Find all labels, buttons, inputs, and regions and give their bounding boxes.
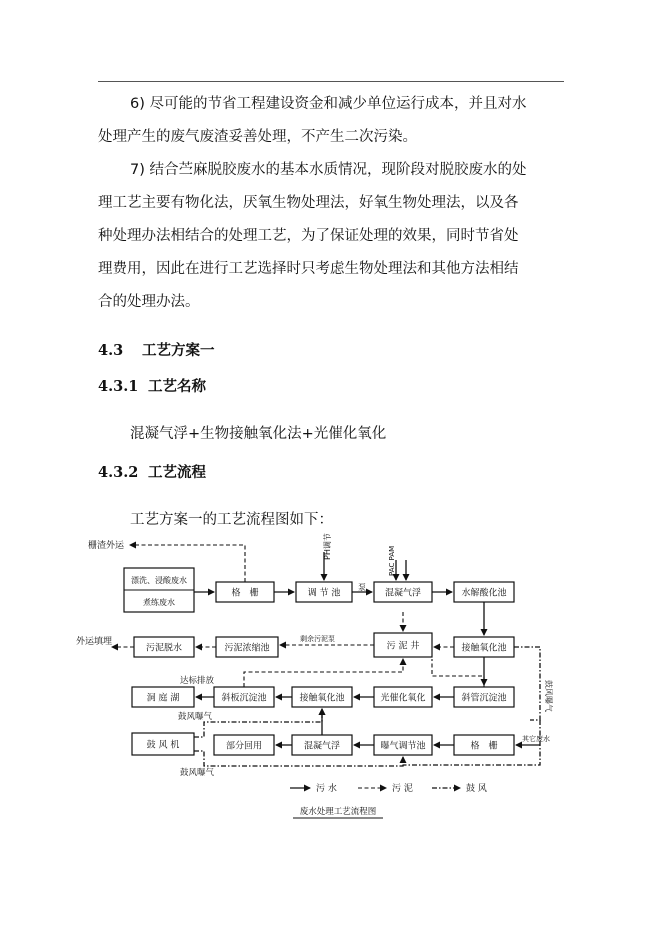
- box-label: 水解酸化池: [461, 588, 507, 599]
- label-pac-pam: PAC PAM: [388, 545, 396, 576]
- box-label: 污泥脱水: [145, 643, 183, 654]
- section-title: 工艺名称: [148, 378, 206, 395]
- box-label: 混凝气浮: [384, 588, 422, 599]
- legend-label: 鼓 风: [466, 784, 487, 794]
- box-label: 格 栅: [231, 588, 259, 599]
- section-title: 工艺流程: [148, 464, 206, 481]
- section-title: 工艺方案一: [142, 342, 215, 359]
- box-label: 接触氧化池: [461, 643, 507, 654]
- box-label: 洞 庭 湖: [146, 693, 180, 704]
- box-photo-ox: [374, 687, 432, 707]
- box-label: 污 泥 井: [386, 641, 420, 652]
- box-label: 接触氧化池: [299, 693, 345, 704]
- box-coag-float-1: [374, 582, 432, 602]
- box-label: 格 栅: [470, 741, 498, 752]
- diagram-caption: 废水处理工艺流程图: [299, 807, 377, 817]
- box-grille-1: [216, 582, 274, 602]
- box-blower: [132, 733, 194, 755]
- box-label: 曝气调节池: [380, 741, 426, 752]
- label-slag-out: 栅渣外运: [88, 541, 125, 551]
- paragraph-line: 理费用，因此在进行工艺选择时只考虑生物处理法和其他方法相结: [98, 261, 519, 277]
- paragraph-line: 种处理办法相结合的处理工艺，为了保证处理的效果，同时节省处: [98, 228, 519, 244]
- box-label: 斜管沉淀池: [461, 693, 507, 704]
- box-sludge-dewater: [134, 637, 194, 657]
- box-label: 混凝气浮: [303, 741, 341, 752]
- label-aeration-side: 鼓风曝气: [544, 680, 553, 712]
- box-sludge-thicken: [216, 637, 278, 657]
- box-label: 调 节 池: [307, 588, 341, 599]
- legend: [290, 782, 487, 794]
- box-contact-ox-2: [292, 687, 352, 707]
- box-label: 煮练废水: [143, 598, 175, 607]
- label-cake-out: 外运填埋: [76, 637, 113, 647]
- box-label: 光催化氧化: [380, 693, 426, 704]
- paragraph-line: 6) 尽可能的节省工程建设资金和减少单位运行成本，并且对水: [130, 96, 527, 112]
- box-source: [124, 568, 194, 612]
- section-number: 4.3.1: [98, 378, 139, 395]
- box-adjust-tank: [296, 582, 352, 602]
- diagram-intro: 工艺方案一的工艺流程图如下：: [130, 512, 333, 528]
- legend-air: [432, 782, 487, 794]
- box-label: 污泥浓缩池: [224, 643, 270, 654]
- box-aerate-adjust: [374, 735, 432, 755]
- label-excess-sludge: 剩余污泥泵: [300, 635, 335, 643]
- box-label: 鼓 风 机: [146, 740, 180, 751]
- label-ph-adjust: PH调节: [323, 533, 332, 560]
- box-label: 漂洗、浸酸废水: [131, 576, 187, 585]
- legend-label: 污 泥: [392, 784, 413, 794]
- label-other-wastewater: 其它废水: [522, 735, 550, 743]
- box-contact-ox-1: [454, 637, 514, 657]
- legend-sludge: [358, 783, 413, 794]
- box-reuse: [214, 735, 274, 755]
- box-coag-float-2: [292, 735, 352, 755]
- legend-sewage: [290, 782, 337, 794]
- paragraph-line: 7) 结合苎麻脱胶废水的基本水质情况，现阶段对脱胶废水的处: [130, 162, 527, 178]
- paragraph-line: 理工艺主要有物化法，厌氧生物处理法，好氧生物处理法，以及各: [98, 195, 519, 211]
- sludge-flow-lines: [112, 545, 484, 687]
- box-grille-2: [454, 735, 514, 755]
- box-incline-tube: [454, 687, 514, 707]
- box-wetland: [132, 687, 194, 707]
- label-aeration-2: 鼓风曝气: [180, 768, 215, 778]
- box-sludge-well: [374, 633, 432, 657]
- section-number: 4.3: [98, 342, 124, 359]
- box-label: 部分回用: [225, 741, 263, 752]
- box-incline-plate: [214, 687, 274, 707]
- process-name: 混凝气浮+生物接触氧化法+光催化氧化: [130, 426, 387, 442]
- box-label: 斜板沉淀池: [221, 693, 267, 704]
- label-pump: 泵: [358, 583, 366, 592]
- paragraph-line: 合的处理办法。: [98, 294, 200, 310]
- paragraph-line: 处理产生的废气废渣妥善处理，不产生二次污染。: [98, 129, 417, 145]
- legend-label: 污 水: [316, 784, 337, 794]
- box-hydrolysis: [454, 582, 514, 602]
- label-aeration-1: 鼓风曝气: [178, 712, 213, 722]
- label-discharge: 达标排放: [180, 676, 215, 686]
- section-number: 4.3.2: [98, 464, 139, 481]
